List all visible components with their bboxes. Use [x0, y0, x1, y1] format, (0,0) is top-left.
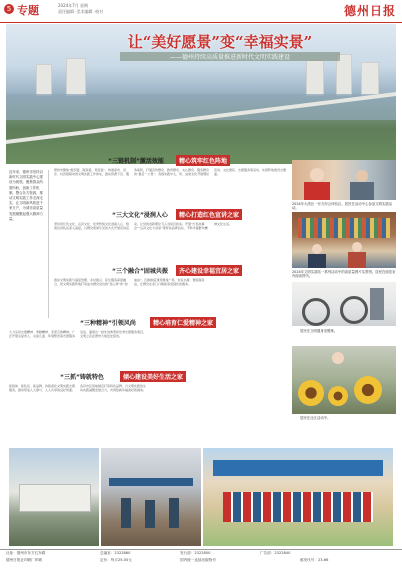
footer-distribution: 发行部：2322800	[180, 551, 211, 555]
section-subtitle-2: “三大文化”浸润人心	[112, 212, 168, 219]
building	[361, 62, 379, 96]
section-text-5: 抓载体、抓队伍、抓品牌，持续深化文明实践志愿服务，推动形成人人参与、人人共享的良好局面。各县市区因地制宜打造特色品牌，以文明实践的生动实践凝聚发展合力，共同绘就幸福美好新画卷。	[9, 384, 147, 393]
section-title: 专题	[17, 4, 39, 17]
caption-4: 居民在社区活动中。	[300, 416, 331, 420]
paper-logo: 德州日报	[343, 4, 396, 18]
section-number: 5	[4, 4, 14, 14]
section-subtitle-5: “三抓”铸就特色	[60, 374, 104, 381]
column-divider	[48, 170, 49, 318]
footer-address: 社址：德州市东方红东路	[6, 551, 46, 555]
section-subtitle-1: “三链机制”激活效能	[108, 158, 164, 165]
section-text-3: 推动文明实践与基层治理、乡村振兴、民生服务深度融合，把文明实践阵地打造成为群众身边的“连心桥”和“加油站”。因地制宜建设健身广场、农家书屋、便民服务站，让群众在家门口就能享受到优质服务。	[54, 278, 205, 287]
building	[66, 58, 86, 96]
caption-2: 2024年文明实践站一系列活动中的高质量图片实景图。居民在阅览室内阅读图书。	[292, 270, 396, 279]
section-subtitle-3: “三个融合”固城共振	[112, 268, 168, 275]
caption-3: 居民在文明健身室锻炼。	[300, 329, 338, 333]
main-headline: 让“美好愿景”变“幸福实景”	[127, 33, 313, 51]
photo-activity-center	[292, 160, 396, 200]
footer-ads: 广告部：2322840	[260, 551, 291, 555]
header-meta	[58, 3, 103, 15]
section-tag-4: 精心培育仁爱精神之家	[150, 317, 216, 328]
caption-1: 2024年大湾区一东方综合体验区。居民在活动中心参加文明实践活动。	[292, 202, 393, 211]
photo-fitness-room	[292, 282, 396, 326]
photo-bottom-1	[9, 448, 99, 546]
section-text-2: 坚持用红色文化、运河文化、优秀传统文化浸润人心，组建宣讲队伍深入基层，以群众喜闻乐见的方式开展宣讲活动，让党的创新理论飞入寻常百姓家。开展“红色故事会”“运河文化大讲堂”等特色品牌活动，不断丰富群众精神文化生活。	[54, 222, 233, 231]
section-tag-1: 精心筑牢红色阵地	[176, 155, 230, 166]
section-text-4: 大力弘扬志愿精神、奉献精神、邻里互助精神，广泛开展关爱老人、关爱儿童、环境整治等志愿服务活动，涌现出一批先进典型和优秀志愿服务项目，文明之花在德州大地处处绽放。	[9, 330, 147, 339]
sub-headline: ——德州持续高质量推进新时代文明实践建设	[120, 52, 340, 61]
photo-bottom-3	[203, 448, 393, 546]
section-tag-5: 倾心建设美好生活之家	[120, 371, 186, 382]
intro-text: 近年来，德州市坚持以新时代文明实践中心建设为统领，聚焦群众所需所盼，创新工作机制，整合各方资源，推动文明实践工作走深走实，让文明新风吹进千家万户，为城市高质量发展凝聚起强大精神力量。	[9, 170, 43, 221]
page-footer	[0, 549, 402, 562]
footer-price: 定价：每月25.00元	[100, 558, 132, 562]
footer-editorial: 总编室：2322860	[100, 551, 131, 555]
header-date: 2024年7月 星期	[58, 3, 88, 8]
section-text-1: 德州市聚焦“组织链、服务链、项目链”，构建起市、县、乡、村四级联动的文明实践工作体系，推动资源下沉、服务前移，打通宣传群众、教育群众、关心群众、服务群众的“最后一公里”。各级实践中心、所、站常态化开展理论宣讲、文化惠民、志愿服务等活动，实现阵地建设全覆盖。	[54, 168, 287, 177]
photo-bottom-2	[101, 448, 201, 546]
header-editors: 责任编辑 ·美术编辑 ·校对	[58, 9, 104, 14]
photo-reading-room	[292, 212, 396, 268]
footer-printer: 德州日报社印刷厂印刷	[6, 558, 42, 562]
building	[306, 60, 324, 96]
section-tag-3: 齐心建设幸福宜居之家	[176, 265, 242, 276]
section-tag-2: 精心打造红色宣讲之家	[176, 209, 242, 220]
section-subtitle-4: “三种精神”引领风尚	[80, 320, 136, 327]
footer-issn: 国内统一连续出版物号	[180, 558, 216, 562]
photo-community	[292, 346, 396, 414]
building	[36, 64, 52, 96]
footer-postal-code: 邮发代号：23-66	[300, 558, 329, 562]
